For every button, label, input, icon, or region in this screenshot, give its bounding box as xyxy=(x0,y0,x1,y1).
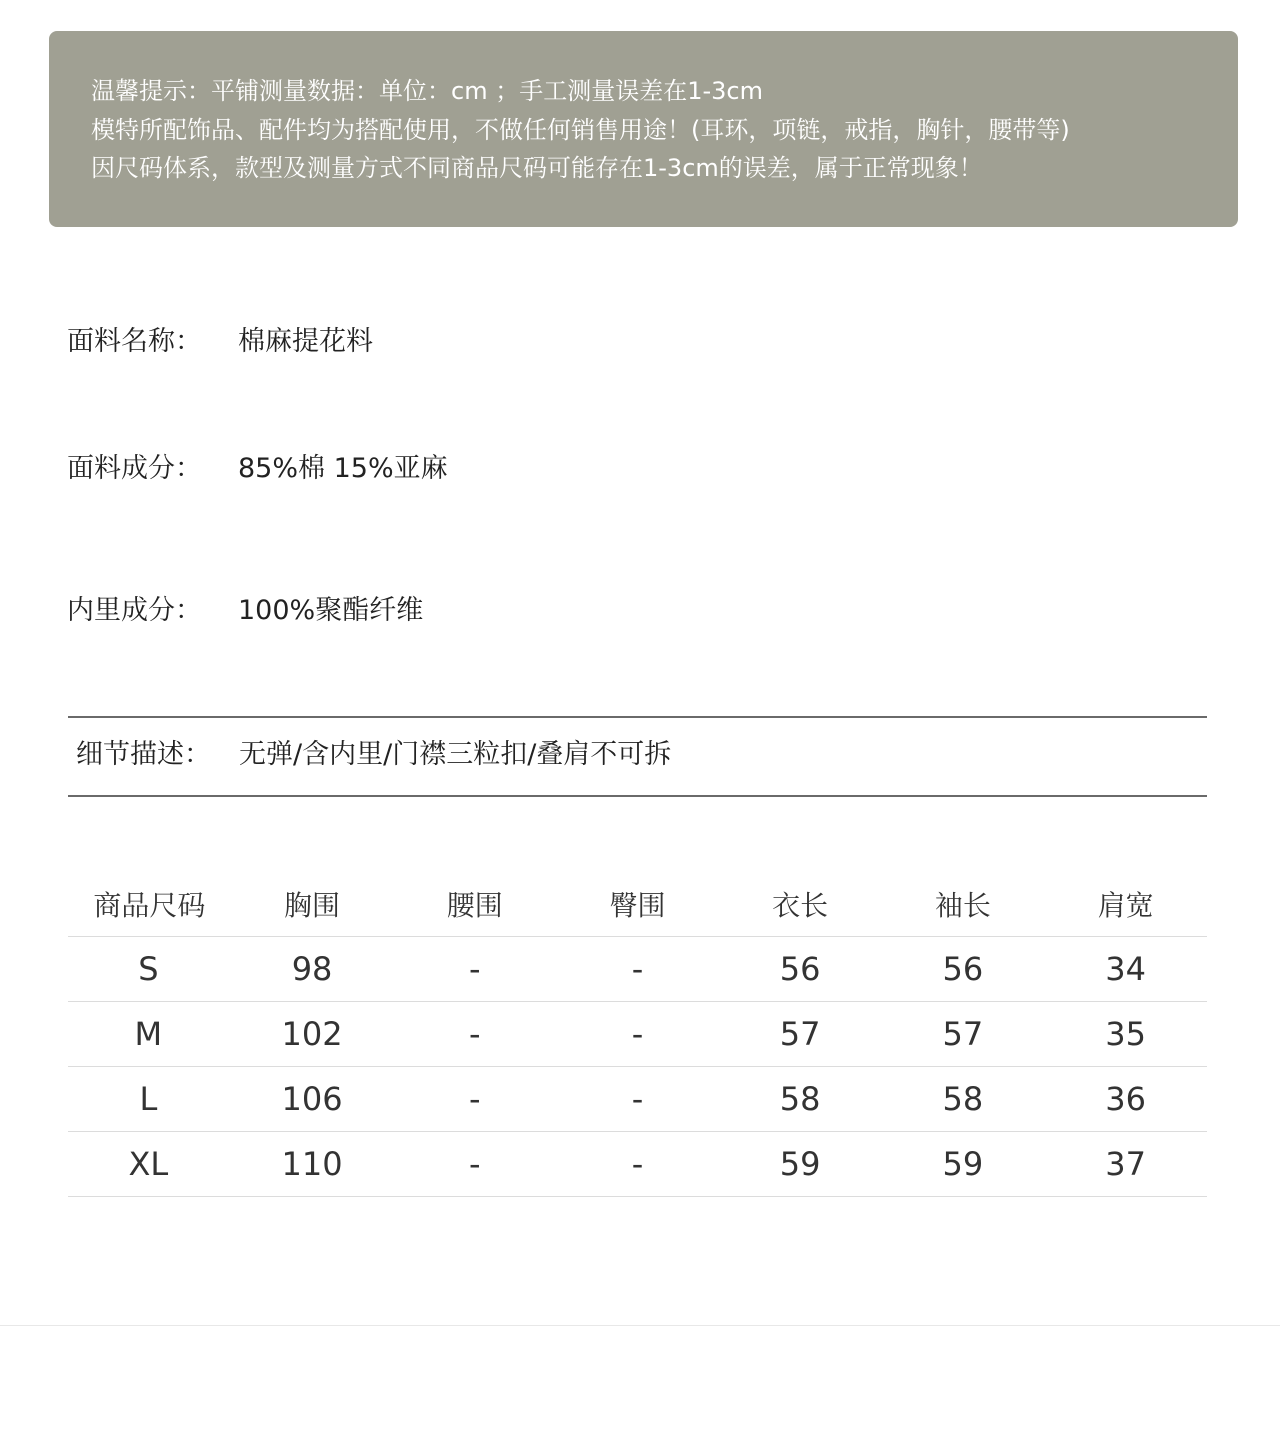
cell-shoulder: 36 xyxy=(1044,1067,1207,1132)
fabric-composition-row xyxy=(67,452,448,486)
cell-size: M xyxy=(68,1002,231,1067)
header-length: 衣长 xyxy=(719,872,882,937)
cell-sleeve: 56 xyxy=(882,937,1045,1002)
notice-line-size-variance: 因尺码体系，款型及测量方式不同商品尺码可能存在1-3cm的误差，属于正常现象！ xyxy=(91,154,983,182)
detail-label: 细节描述： xyxy=(76,739,211,770)
detail-row xyxy=(76,738,671,772)
fabric-name-label: 面料名称： xyxy=(67,326,202,357)
cell-sleeve: 57 xyxy=(882,1002,1045,1067)
cell-waist: - xyxy=(393,1132,556,1197)
cell-size: S xyxy=(68,937,231,1002)
header-sleeve: 袖长 xyxy=(882,872,1045,937)
cell-hip: - xyxy=(556,1132,719,1197)
cell-chest: 110 xyxy=(231,1132,394,1197)
cell-length: 58 xyxy=(719,1067,882,1132)
cell-length: 57 xyxy=(719,1002,882,1067)
lining-composition-label: 内里成分： xyxy=(67,595,202,626)
detail-value: 无弹/含内里/门襟三粒扣/叠肩不可拆 xyxy=(239,739,672,770)
notice-line-measurement: 温馨提示：平铺测量数据：单位：cm ；手工测量误差在1-3cm xyxy=(91,77,763,105)
cell-size: XL xyxy=(68,1132,231,1197)
table-row xyxy=(68,1132,1207,1197)
cell-sleeve: 59 xyxy=(882,1132,1045,1197)
cell-sleeve: 58 xyxy=(882,1067,1045,1132)
bottom-divider xyxy=(0,1325,1280,1326)
cell-length: 56 xyxy=(719,937,882,1002)
header-chest: 胸围 xyxy=(231,872,394,937)
notice-line-accessories: 模特所配饰品、配件均为搭配使用，不做任何销售用途！(耳环，项链，戒指，胸针，腰带等) xyxy=(91,116,1070,144)
cell-shoulder: 34 xyxy=(1044,937,1207,1002)
header-hip: 臀围 xyxy=(556,872,719,937)
fabric-composition-label: 面料成分： xyxy=(67,453,202,484)
table-row xyxy=(68,1067,1207,1132)
lining-composition-value: 100%聚酯纤维 xyxy=(238,595,424,626)
cell-waist: - xyxy=(393,937,556,1002)
table-row xyxy=(68,1002,1207,1067)
cell-shoulder: 35 xyxy=(1044,1002,1207,1067)
size-table xyxy=(68,872,1207,1197)
cell-waist: - xyxy=(393,1002,556,1067)
cell-hip: - xyxy=(556,1002,719,1067)
notice-banner xyxy=(49,31,1238,227)
lining-composition-row xyxy=(67,594,423,628)
size-table-header-row xyxy=(68,872,1207,937)
table-row xyxy=(68,937,1207,1002)
cell-hip: - xyxy=(556,937,719,1002)
fabric-name-row xyxy=(67,325,373,359)
header-waist: 腰围 xyxy=(393,872,556,937)
cell-length: 59 xyxy=(719,1132,882,1197)
cell-size: L xyxy=(68,1067,231,1132)
cell-waist: - xyxy=(393,1067,556,1132)
cell-hip: - xyxy=(556,1067,719,1132)
cell-chest: 102 xyxy=(231,1002,394,1067)
fabric-composition-value: 85%棉 15%亚麻 xyxy=(238,453,448,484)
cell-chest: 98 xyxy=(231,937,394,1002)
cell-chest: 106 xyxy=(231,1067,394,1132)
fabric-name-value: 棉麻提花料 xyxy=(238,326,373,357)
cell-shoulder: 37 xyxy=(1044,1132,1207,1197)
header-size: 商品尺码 xyxy=(68,872,231,937)
detail-section xyxy=(68,716,1207,797)
header-shoulder: 肩宽 xyxy=(1044,872,1207,937)
